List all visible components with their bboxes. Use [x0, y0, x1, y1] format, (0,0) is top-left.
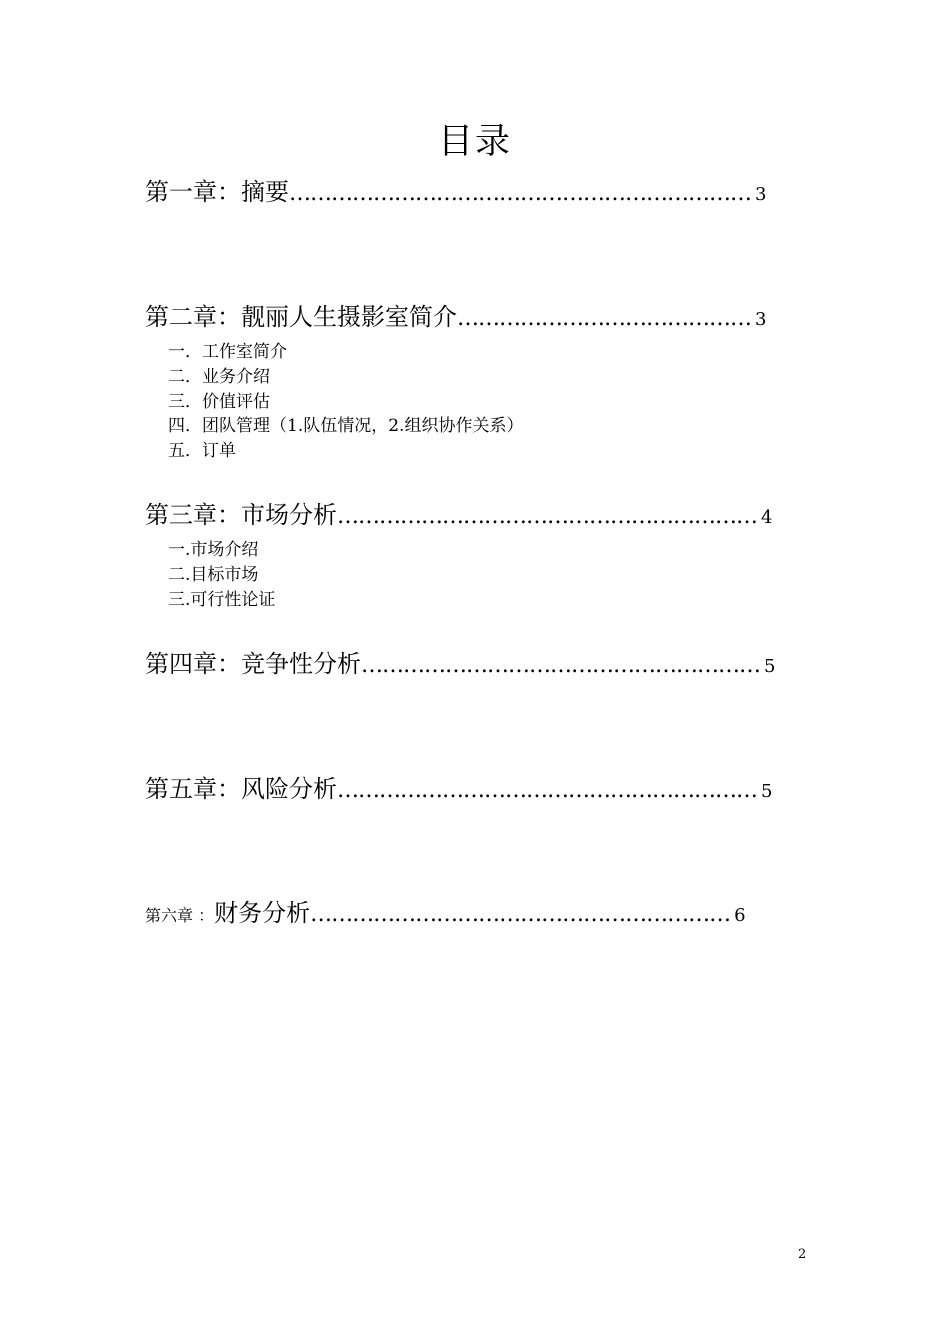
chapter-page: 6 [734, 905, 746, 926]
toc-section[interactable]: 五．订单 [168, 441, 236, 461]
toc-section[interactable]: 三．价值评估 [168, 392, 270, 412]
toc-section[interactable]: 四．团队管理（1.队伍情况，2.组织协作关系） [168, 416, 524, 436]
leader-dots: …………………………………………………… [337, 778, 757, 803]
chapter-name: 风险分析 [241, 775, 337, 803]
page-number: 2 [798, 1247, 807, 1262]
chapter-name: 市场分析 [241, 501, 337, 529]
toc-title: 目录 [437, 122, 512, 162]
chapter-prefix: 第五章： [145, 775, 241, 803]
toc-section[interactable]: 二．业务介绍 [168, 367, 270, 387]
chapter-prefix: 第六章 ： [145, 906, 215, 925]
chapter-prefix: 第四章： [145, 650, 241, 678]
toc-section[interactable]: 一.市场介绍 [168, 540, 259, 560]
chapter-page: 4 [761, 507, 773, 528]
toc-chapter-5[interactable] [145, 773, 772, 808]
chapter-name: 摘要 [241, 178, 289, 206]
chapter-name: 靓丽人生摄影室简介 [241, 303, 457, 331]
leader-dots: …………………………………………………… [310, 902, 731, 927]
toc-chapter-4[interactable] [145, 648, 775, 683]
chapter-name: 财务分析 [214, 899, 311, 927]
chapter-prefix: 第一章： [145, 178, 241, 206]
toc-section[interactable]: 三.可行性论证 [168, 590, 276, 610]
chapter-page: 5 [764, 656, 776, 677]
toc-chapter-2[interactable] [145, 301, 766, 336]
toc-chapter-3[interactable] [145, 499, 772, 534]
leader-dots: ………………………………………………… [361, 653, 760, 678]
toc-section[interactable]: 二.目标市场 [168, 565, 259, 585]
chapter-page: 3 [755, 184, 767, 205]
chapter-prefix: 第二章： [145, 303, 241, 331]
toc-chapter-1[interactable] [145, 176, 766, 211]
toc-chapter-6[interactable] [145, 897, 746, 932]
chapter-page: 3 [755, 309, 767, 330]
chapter-page: 5 [761, 781, 773, 802]
leader-dots: ………………………………………………………… [289, 181, 751, 206]
leader-dots: …………………………………………………… [337, 504, 757, 529]
chapter-name: 竞争性分析 [241, 650, 361, 678]
chapter-prefix: 第三章： [145, 501, 241, 529]
toc-section[interactable]: 一．工作室简介 [168, 342, 287, 362]
leader-dots: …………………………………… [457, 306, 751, 331]
